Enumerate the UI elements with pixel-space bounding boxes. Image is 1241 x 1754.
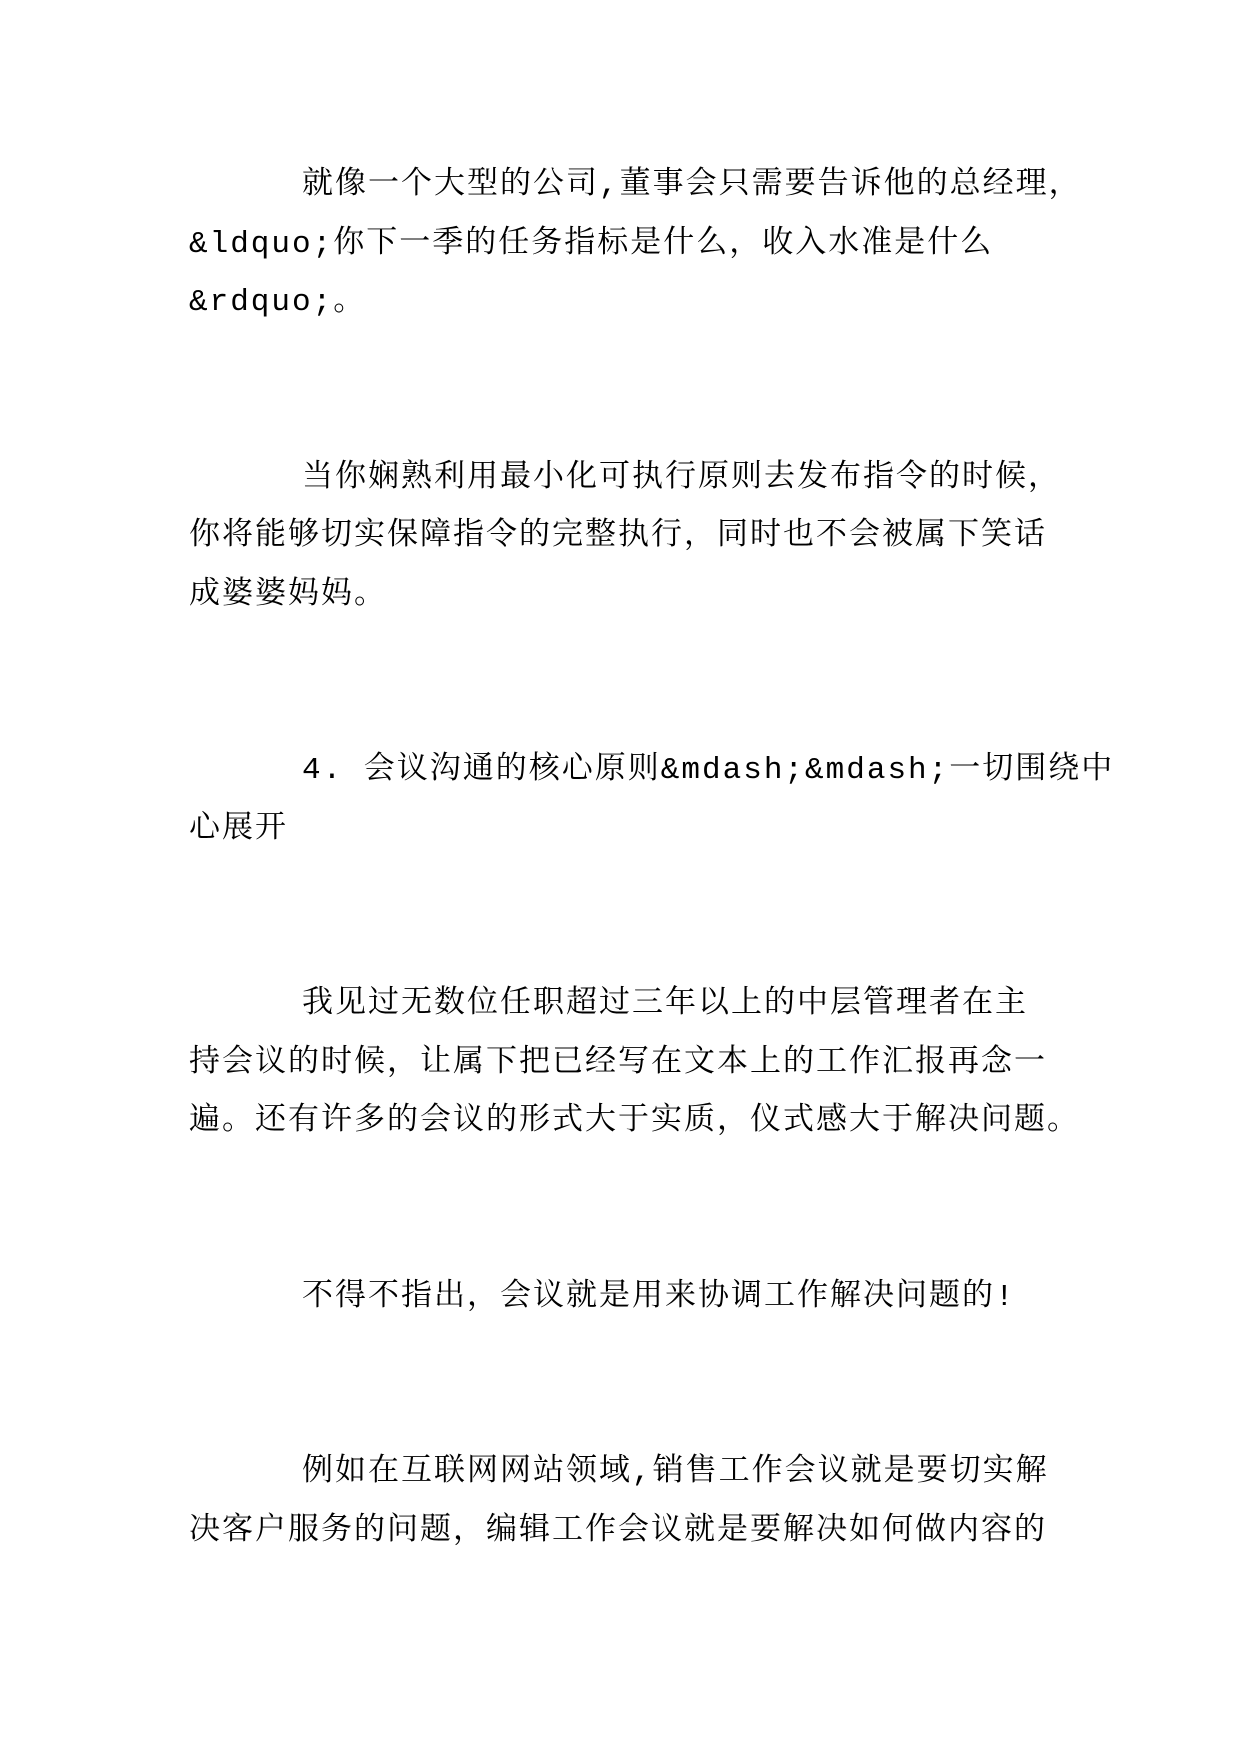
- paragraph-board-analogy: [189, 157, 1141, 333]
- paragraph-line: 决客户服务的问题，编辑工作会议就是要解决如何做内容的: [189, 1513, 1047, 1549]
- paragraph-line: &ldquo;你下一季的任务指标是什么，收入水准是什么: [189, 226, 994, 262]
- paragraph-meeting-observation: [189, 976, 1141, 1152]
- paragraph-meeting-purpose: [189, 1269, 1141, 1328]
- paragraph-line: 不得不指出，会议就是用来协调工作解决问题的!: [302, 1279, 1016, 1315]
- heading-line: 4. 会议沟通的核心原则&mdash;&mdash;一切围绕中: [302, 753, 1115, 788]
- heading-line: 心展开: [189, 811, 288, 847]
- paragraph-line: 持会议的时候，让属下把已经写在文本上的工作汇报再念一: [189, 1045, 1047, 1081]
- paragraph-line: &rdquo;。: [189, 285, 367, 320]
- paragraph-minimal-instruction: [189, 450, 1141, 626]
- section-heading-meeting-principle: [189, 742, 1141, 859]
- paragraph-line: 你将能够切实保障指令的完整执行，同时也不会被属下笑话: [189, 519, 1047, 554]
- paragraph-line: 成婆婆妈妈。: [189, 577, 387, 613]
- paragraph-internet-example: [189, 1444, 1141, 1561]
- paragraph-line: 遍。还有许多的会议的形式大于实质，仪式感大于解决问题。: [189, 1104, 1080, 1139]
- paragraph-line: 当你娴熟利用最小化可执行原则去发布指令的时候，: [302, 460, 1061, 496]
- paragraph-line: 就像一个大型的公司,董事会只需要告诉他的总经理，: [302, 168, 1082, 203]
- paragraph-line: 例如在互联网网站领域,销售工作会议就是要切实解: [302, 1455, 1049, 1490]
- paragraph-line: 我见过无数位任职超过三年以上的中层管理者在主: [302, 987, 1028, 1022]
